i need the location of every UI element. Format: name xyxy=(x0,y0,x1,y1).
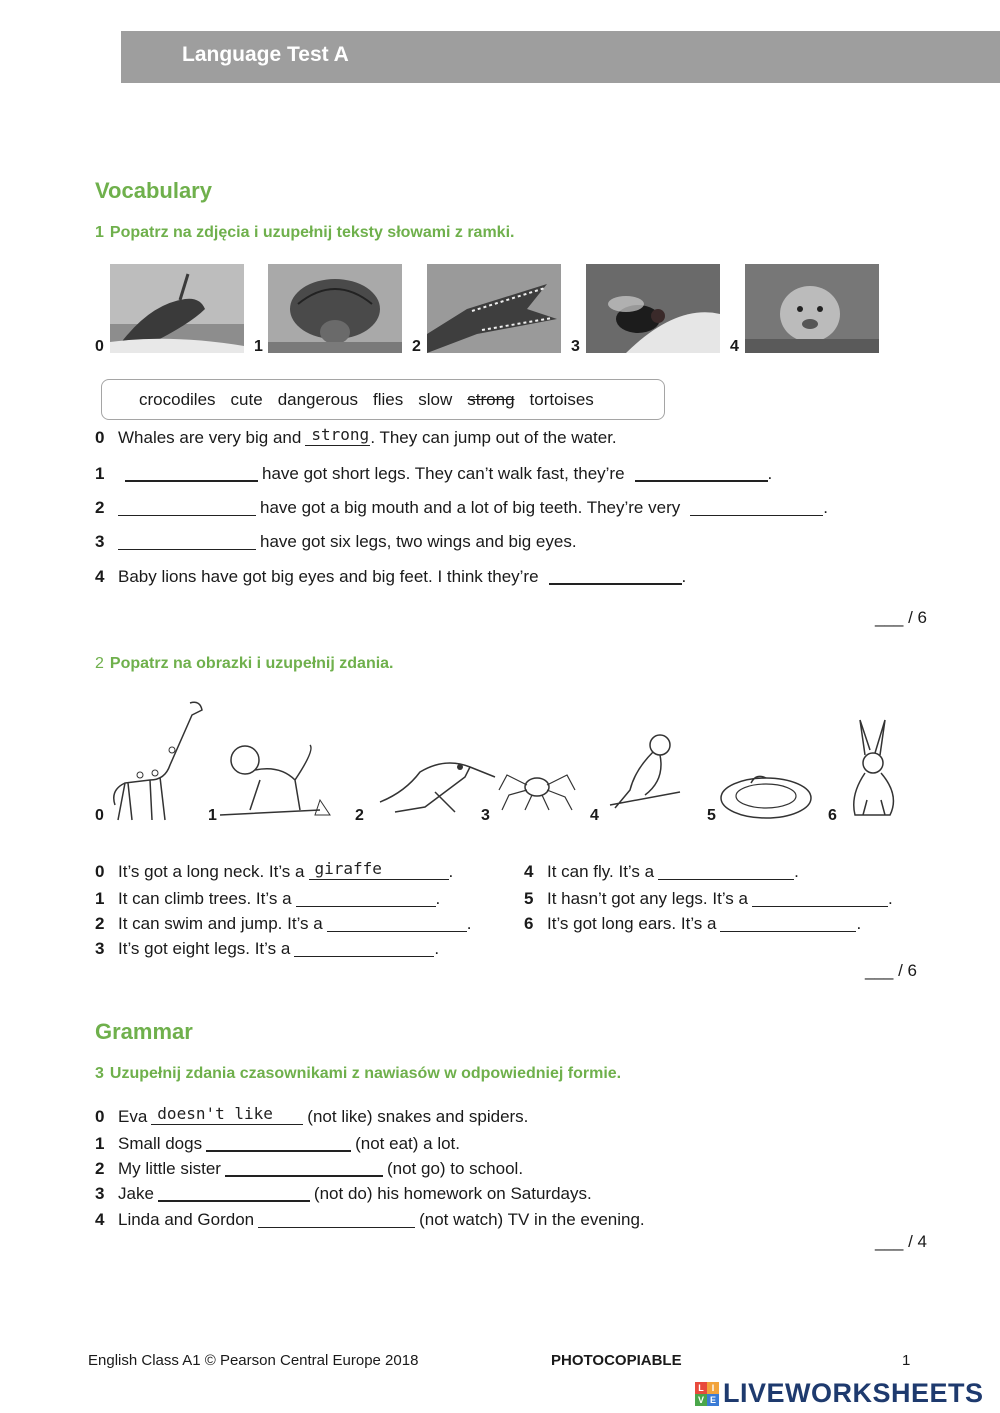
logo-letter: V xyxy=(695,1394,707,1406)
ex2-blank-6[interactable] xyxy=(720,914,856,932)
picture-label-0: 0 xyxy=(95,807,104,824)
ex3-blank-2[interactable] xyxy=(225,1159,383,1177)
item-text: (not eat) a lot. xyxy=(355,1134,460,1153)
picture-label-1: 1 xyxy=(208,807,217,824)
ex3-item-2 xyxy=(95,1156,523,1179)
exercise-1-text: Popatrz na zdjęcia i uzupełnij teksty słowami z ramki. xyxy=(109,224,515,241)
item-text: (not do) his homework on Saturdays. xyxy=(313,1184,592,1203)
item-text: . They can jump out of the water. xyxy=(370,428,617,447)
ex1-item-0 xyxy=(95,425,617,448)
footer-photocopiable: PHOTOCOPIABLE xyxy=(551,1352,682,1369)
item-period: . xyxy=(448,862,454,881)
ex1-blank-4[interactable] xyxy=(549,567,682,585)
word-box xyxy=(101,379,665,420)
liveworksheets-brand[interactable] xyxy=(695,1378,984,1409)
ex1-item-3 xyxy=(95,529,577,552)
photo-label-2: 2 xyxy=(412,338,421,355)
logo-letter: I xyxy=(707,1382,719,1394)
item-period: . xyxy=(856,914,862,933)
item-period: . xyxy=(823,498,828,517)
item-period: . xyxy=(435,889,441,908)
ex1-blank-2a[interactable] xyxy=(118,498,256,516)
ex2-item-1 xyxy=(95,886,440,909)
ex1-answer-0 xyxy=(305,425,370,446)
picture-label-3: 3 xyxy=(481,807,490,824)
ex3-item-4 xyxy=(95,1207,645,1230)
ex2-blank-3[interactable] xyxy=(294,939,434,957)
picture-label-2: 2 xyxy=(355,807,364,824)
fly-photo xyxy=(586,264,720,353)
liveworksheets-logo-icon xyxy=(695,1382,719,1406)
ex2-item-0 xyxy=(95,859,453,882)
item-number: 4 xyxy=(95,567,105,586)
item-text: It can swim and jump. It’s a xyxy=(118,914,323,933)
hare-drawing xyxy=(845,715,905,825)
item-text: Baby lions have got big eyes and big feet. I think they’re xyxy=(118,567,539,586)
item-number: 1 xyxy=(95,464,105,483)
item-text: Whales are very big and xyxy=(118,428,302,447)
item-text: have got a big mouth and a lot of big teeth. They’re very xyxy=(260,498,681,517)
ex2-item-4 xyxy=(524,859,799,882)
ex2-item-2 xyxy=(95,911,471,934)
exercise-1-instruction xyxy=(95,224,514,242)
ex1-blank-1a[interactable] xyxy=(125,464,258,482)
item-text: have got short legs. They can’t walk fast, they’re xyxy=(262,464,625,483)
photo-label-0: 0 xyxy=(95,338,104,355)
ex2-blank-2[interactable] xyxy=(327,914,467,932)
item-text: It’s got eight legs. It’s a xyxy=(118,939,291,958)
footer-copyright: English Class A1 © Pearson Central Europe 2018 xyxy=(88,1352,419,1369)
logo-letter: L xyxy=(695,1382,707,1394)
vocabulary-heading: Vocabulary xyxy=(95,178,212,203)
ex1-blank-2b[interactable] xyxy=(690,498,823,516)
word-strong-used: strong xyxy=(467,389,515,409)
ex2-item-5 xyxy=(524,886,893,909)
item-text: Small dogs xyxy=(118,1134,203,1153)
snake-drawing xyxy=(716,768,816,823)
item-period: . xyxy=(794,862,799,881)
item-number: 3 xyxy=(95,1184,105,1203)
item-number: 2 xyxy=(95,914,105,933)
ex2-answer-0 xyxy=(309,859,449,880)
item-text: Linda and Gordon xyxy=(118,1210,255,1229)
item-number: 5 xyxy=(524,889,534,908)
ex2-item-3 xyxy=(95,936,439,959)
item-number: 4 xyxy=(95,1210,105,1229)
ex3-blank-3[interactable] xyxy=(158,1184,310,1202)
exercise-2-instruction xyxy=(95,655,394,673)
ex1-item-1 xyxy=(95,461,772,484)
ex1-blank-3[interactable] xyxy=(118,532,256,550)
ex3-score: ___ / 4 xyxy=(875,1232,927,1251)
item-number: 1 xyxy=(95,1134,105,1153)
exercise-2-text: Popatrz na obrazki i uzupełnij zdania. xyxy=(109,655,394,672)
exercise-2-number: 2 xyxy=(95,655,104,672)
crocodile-photo xyxy=(427,264,561,353)
photo-label-1: 1 xyxy=(254,338,263,355)
item-text: (not go) to school. xyxy=(386,1159,524,1178)
ex1-blank-1b[interactable] xyxy=(635,464,768,482)
item-text: It’s got a long neck. It’s a xyxy=(118,862,305,881)
ex1-item-2 xyxy=(95,495,828,518)
ex3-blank-4[interactable] xyxy=(258,1210,415,1228)
ex2-blank-4[interactable] xyxy=(658,862,794,880)
word-dangerous: dangerous xyxy=(277,389,359,409)
exercise-1-number: 1 xyxy=(95,224,104,241)
word-cute: cute xyxy=(230,389,263,409)
picture-label-4: 4 xyxy=(590,807,599,824)
handwritten-answer: doesn't like xyxy=(157,1104,273,1123)
photo-label-3: 3 xyxy=(571,338,580,355)
ex3-blank-1[interactable] xyxy=(206,1134,351,1152)
word-tortoises: tortoises xyxy=(529,389,594,409)
footer-page-number: 1 xyxy=(902,1352,911,1369)
ex2-item-6 xyxy=(524,911,861,934)
ex2-score: ___ / 6 xyxy=(865,961,917,980)
picture-label-5: 5 xyxy=(707,807,716,824)
item-number: 6 xyxy=(524,914,534,933)
item-period: . xyxy=(767,464,773,483)
item-text: (not watch) TV in the evening. xyxy=(419,1210,645,1229)
tortoise-photo xyxy=(268,264,402,353)
spider-drawing xyxy=(497,765,577,815)
handwritten-answer: strong xyxy=(311,425,370,444)
item-period: . xyxy=(887,889,893,908)
item-text: My little sister xyxy=(118,1159,221,1178)
ex3-item-0 xyxy=(95,1104,528,1127)
item-period: . xyxy=(434,939,440,958)
item-number: 3 xyxy=(95,939,105,958)
ex2-blank-1[interactable] xyxy=(296,889,436,907)
lion-cub-photo xyxy=(745,264,879,353)
item-period: . xyxy=(466,914,472,933)
handwritten-answer: giraffe xyxy=(314,859,382,878)
item-text: have got six legs, two wings and big eyes. xyxy=(260,532,577,551)
item-text: It can climb trees. It’s a xyxy=(118,889,292,908)
item-number: 2 xyxy=(95,498,105,517)
word-flies: flies xyxy=(373,389,404,409)
item-number: 2 xyxy=(95,1159,105,1178)
item-text: (not like) snakes and spiders. xyxy=(307,1107,529,1126)
ex1-score: ___ / 6 xyxy=(875,608,927,627)
exercise-3-instruction xyxy=(95,1065,621,1083)
exercise-3-text: Uzupełnij zdania czasownikami z nawiasów w odpowiedniej formie. xyxy=(109,1065,622,1082)
item-text: It’s got long ears. It’s a xyxy=(547,914,717,933)
grammar-heading: Grammar xyxy=(95,1019,193,1044)
ex3-item-1 xyxy=(95,1131,460,1154)
item-number: 0 xyxy=(95,862,105,881)
word-slow: slow xyxy=(418,389,453,409)
giraffe-drawing xyxy=(110,695,210,825)
item-text: Jake xyxy=(118,1184,154,1203)
ex3-answer-0 xyxy=(151,1104,303,1125)
item-number: 4 xyxy=(524,862,534,881)
item-number: 3 xyxy=(95,532,105,551)
exercise-3-number: 3 xyxy=(95,1065,104,1082)
monkey-drawing xyxy=(220,740,340,825)
photo-label-4: 4 xyxy=(730,338,739,355)
picture-label-6: 6 xyxy=(828,807,837,824)
item-text: It hasn’t got any legs. It’s a xyxy=(547,889,748,908)
item-number: 0 xyxy=(95,1107,105,1126)
item-number: 1 xyxy=(95,889,105,908)
word-crocodiles: crocodiles xyxy=(139,389,216,409)
whale-photo xyxy=(110,264,244,353)
item-text: It can fly. It’s a xyxy=(547,862,655,881)
ex3-item-3 xyxy=(95,1181,592,1204)
logo-letter: E xyxy=(707,1394,719,1406)
item-number: 0 xyxy=(95,428,105,447)
page-title: Language Test A xyxy=(182,43,349,66)
ex2-blank-5[interactable] xyxy=(752,889,888,907)
item-text: Eva xyxy=(118,1107,148,1126)
liveworksheets-text: LIVEWORKSHEETS xyxy=(723,1378,984,1408)
item-period: . xyxy=(681,567,687,586)
parrot-drawing xyxy=(605,730,685,815)
ex1-item-4 xyxy=(95,564,686,587)
